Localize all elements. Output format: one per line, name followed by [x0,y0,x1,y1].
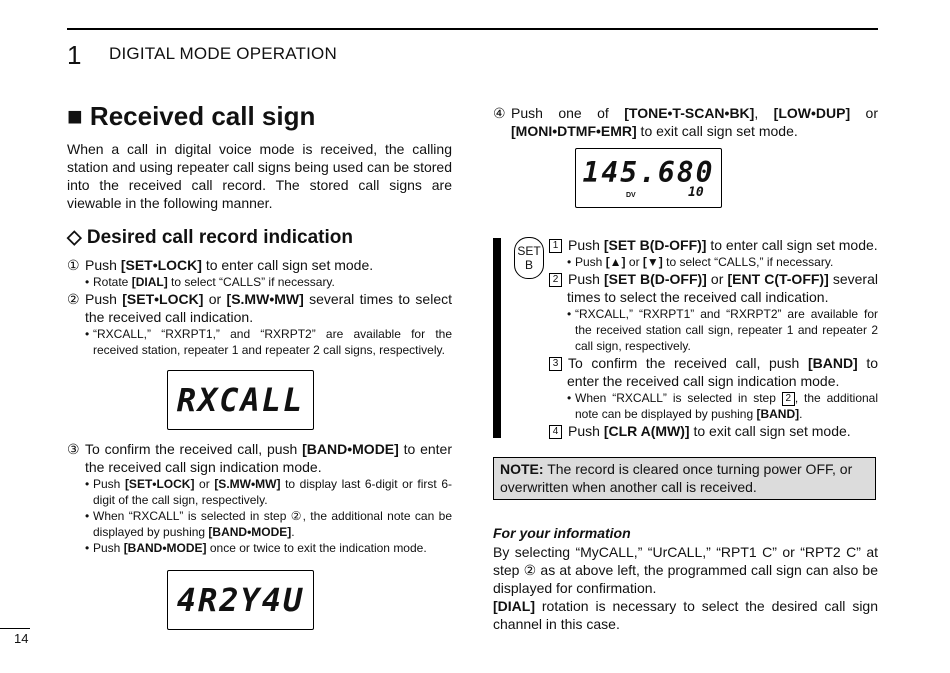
section-title: ■ Received call sign [67,101,316,131]
key-label: [SET B(D-OFF)] [604,271,707,287]
page-number-rule [0,628,30,629]
step-text: several times to select the received call indication. [85,291,452,325]
key-label: [BAND] [807,355,858,371]
step-marker: ② [67,291,80,307]
note-text: “RXCALL,” “RXRPT1” and “RXRPT2” are available for the received station call sign, repeater 1 and repeater 2 call sign, respectively. [575,307,878,353]
section-intro: When a call in digital voice mode is received, the calling station and using repeater call signs being used can be stored into the received call record. The stored call signs are viewable in the following manner. [67,141,452,211]
step-text: , [754,105,774,121]
info-paragraph-1: By selecting “MyCALL,” “UrCALL,” “RPT1 C” or “RPT2 C” at step ② as at above left, the programmed call sign can also be displayed for confirmation. [493,544,878,596]
key-label: [▼] [642,255,663,269]
note-text: , the additional note can be displayed by pushing [575,391,878,421]
alt-step-3-note [567,390,878,422]
alt-step-2 [549,270,878,306]
bullet: • [567,255,572,269]
alt-step-2-note [567,306,878,354]
step-1-note [85,274,452,290]
alt-step-1 [549,236,878,254]
step-text: or [850,105,879,121]
set-key-label: SET [517,244,541,258]
step-number-box: 2 [549,273,562,287]
key-label: [SET•LOCK] [122,291,204,307]
note-text: . [799,407,803,421]
key-label: [CLR A(MW)] [603,423,690,439]
lcd-frequency: 145.680 [582,156,715,189]
key-label: [BAND•MODE] [302,441,399,457]
note-text: When “RXCALL” is selected in step [575,391,782,405]
note-text: . [291,525,295,539]
key-label: [LOW•DUP] [773,105,851,121]
step-text: Push [568,423,604,439]
step-text: several times to select the received call indication. [567,271,878,305]
step-marker: ③ [67,441,80,457]
step-text: Push [85,257,121,273]
alternate-procedure-bar [493,238,501,438]
info-text: rotation is necessary to select the desired call sign channel in this case. [493,598,878,632]
note-text: once or twice to exit the indication mode. [206,541,427,555]
note-text: or [194,477,215,491]
alternate-steps [549,236,878,440]
step-text: to enter call sign set mode. [201,257,374,273]
header-rule [67,28,878,30]
alt-step-1-note [567,254,878,270]
note-box [493,457,876,500]
bullet: • [567,391,572,405]
note-text: Push [93,541,124,555]
key-label: [SET•LOCK] [120,257,202,273]
note-text: to select “CALLS,” if necessary. [662,255,834,269]
step-number-box: 3 [549,357,562,371]
key-label: [S.MW•MW] [226,291,304,307]
step-marker: ① [67,257,80,273]
key-label: [ENT C(T-OFF)] [727,271,829,287]
chapter-title: DIGITAL MODE OPERATION [109,44,337,63]
note-label: NOTE: [500,461,544,477]
set-b-key-icon [514,237,544,279]
bullet: • [85,541,90,555]
step-text: to enter the received call sign indication mode. [85,441,453,475]
key-label: [BAND•MODE] [123,541,207,555]
note-text: or [625,255,643,269]
step-text: to exit call sign set mode. [689,423,851,439]
lcd-text: 4R2Y4U [176,581,305,619]
step-text: to enter call sign set mode. [706,237,878,253]
lcd-display-callsign [167,570,314,630]
step-3-note-1 [85,476,452,508]
step-text: to exit call sign set mode. [636,123,798,139]
lcd-display-rxcall [167,370,314,430]
step-text: or [203,291,227,307]
note-text: When “RXCALL” is selected in step ②, the additional note can be displayed by pushing [93,509,452,539]
lcd-display-frequency [575,148,722,208]
chapter-number: 1 [67,40,82,70]
info-section [493,524,878,633]
subsection-title: ◇ Desired call record indication [67,227,353,248]
info-paragraph-2 [493,597,878,633]
key-label: [TONE•T-SCAN•BK] [624,105,755,121]
lcd-text: RXCALL [176,381,305,419]
step-text: to enter the received call sign indication mode. [567,355,878,389]
step-1 [67,256,452,274]
key-label: [BAND•MODE] [208,525,292,539]
step-number-box: 2 [782,392,795,406]
set-key-sub-label: B [524,258,533,272]
key-label: [SET B(D-OFF)] [603,237,707,253]
bullet: • [85,275,90,289]
note-text: “RXCALL,” “RXRPT1,” and “RXRPT2” are available for the received station, repeater 1 and repeater 2 call signs, respectively. [93,327,452,357]
alt-step-3 [549,354,878,390]
step-3-note-3 [85,540,452,556]
step-text: To confirm the received call, push [568,355,808,371]
note-text: Push [575,255,606,269]
step-text: Push [568,271,604,287]
bullet: • [85,477,90,491]
key-label: [BAND] [756,407,800,421]
page-number: 14 [14,631,29,646]
lcd-mode-indicator: DV [626,192,636,199]
step-number-box: 1 [549,239,562,253]
step-text: To confirm the received call, push [85,441,303,457]
step-2-note [85,326,452,358]
key-label: [SET•LOCK] [124,477,195,491]
note-text: to select “CALLS” if necessary. [167,275,335,289]
right-column [493,104,878,208]
step-number-box: 4 [549,425,562,439]
step-2 [67,290,452,326]
key-label: [DIAL] [131,275,168,289]
key-label: [MONI•DTMF•EMR] [511,123,637,139]
step-text: Push [568,237,604,253]
key-label: [▲] [605,255,626,269]
key-label: [DIAL] [493,598,535,614]
key-label: [S.MW•MW] [214,477,281,491]
info-title: For your information [493,525,631,541]
note-text: to display last 6-digit or first 6-digit of the call sign, respectively. [93,477,452,507]
note-text: Rotate [93,275,132,289]
bullet: • [85,509,90,523]
note-text: The record is cleared once turning power OFF, or overwritten when another call is received. [500,461,853,495]
bullet: • [85,327,90,341]
bullet: • [567,307,572,321]
alt-step-4 [549,422,878,440]
step-text: Push one of [511,105,625,121]
note-text: Push [93,477,125,491]
step-text: Push [85,291,123,307]
step-marker: ④ [493,105,506,121]
step-3 [67,440,452,476]
step-text: or [706,271,728,287]
step-4 [493,104,878,140]
lcd-sub-digits: 10 [688,185,704,200]
step-3-note-2 [85,508,452,540]
left-column [67,100,452,630]
